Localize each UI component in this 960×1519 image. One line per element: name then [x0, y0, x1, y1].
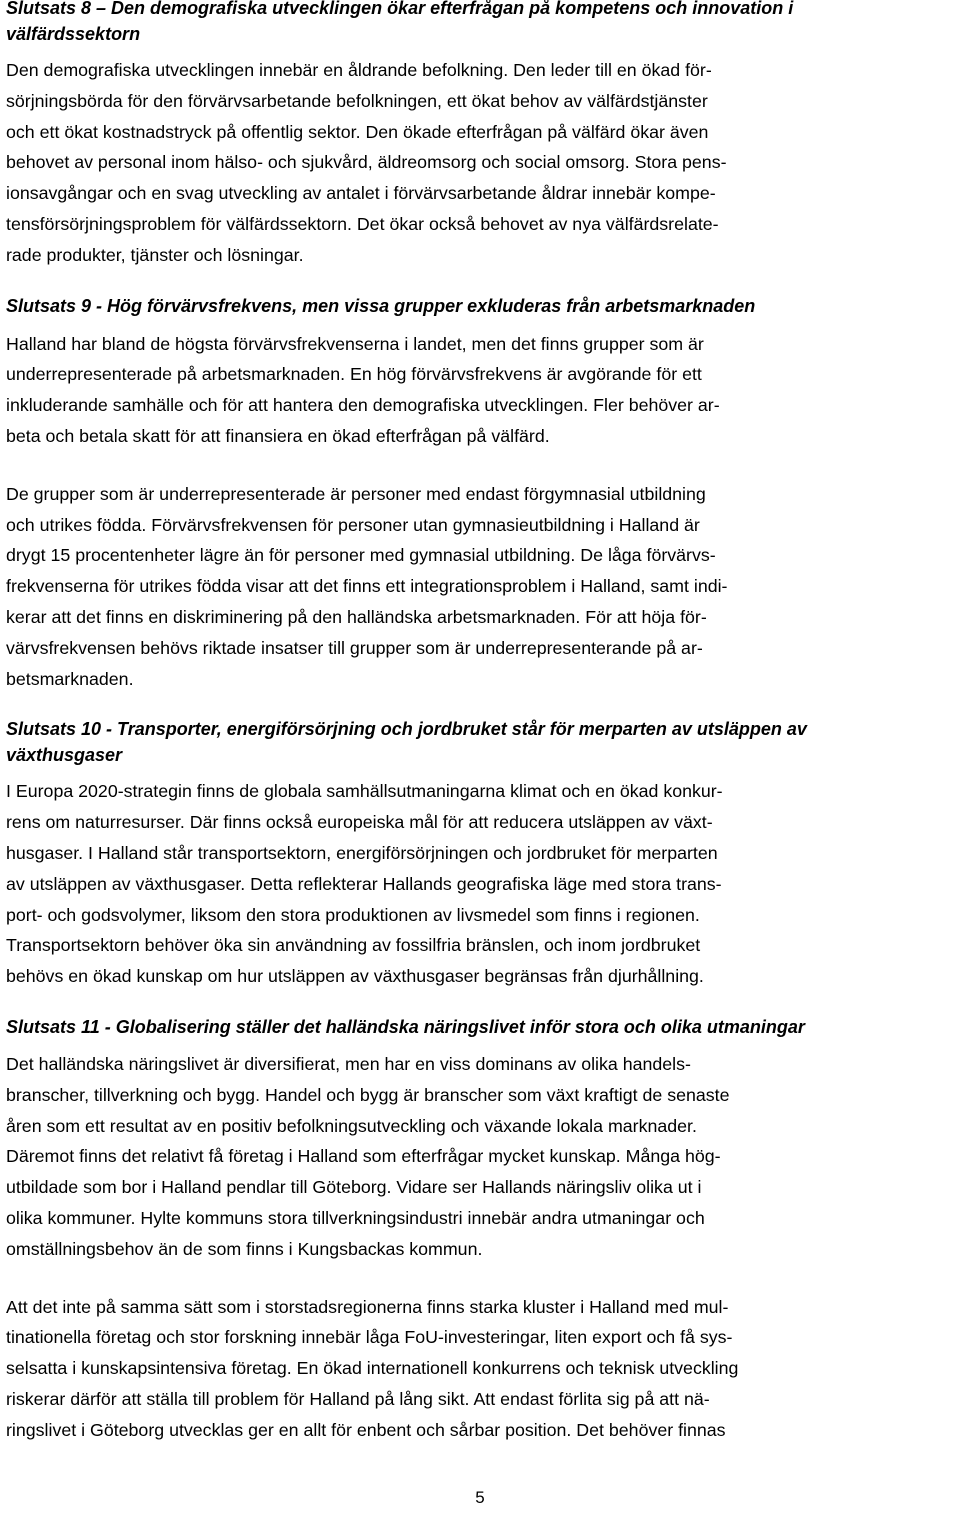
text-line: betsmarknaden. — [6, 668, 134, 689]
heading-line: Slutsats 9 - Hög förvärvsfrekvens, men vissa grupper exkluderas från arbetsmarknaden — [6, 295, 756, 316]
text-line: frekvenserna för utrikes födda visar att det finns ett integrationsproblem i Halland, samt indi- — [6, 576, 728, 597]
heading-line: Slutsats 10 - Transporter, energiförsörjning och jordbruket står för merparten av utsläppen av — [6, 719, 807, 740]
heading-line: välfärdssektorn — [6, 24, 141, 44]
text-line: av utsläppen av växthusgaser. Detta reflekterar Hallands geografiska läge med stora trans- — [6, 873, 722, 894]
paragraph — [6, 329, 954, 452]
text-line: I Europa 2020-strategin finns de globala samhällsutmaningarna klimat och en ökad konkur- — [6, 781, 723, 802]
section-slutsats-8 — [6, 0, 954, 271]
text-line: Transportsektorn behöver öka sin användning av fossilfria bränslen, och inom jordbruket — [6, 935, 701, 956]
text-line: Det halländska näringslivet är diversifierat, men har en viss dominans av olika handels- — [6, 1053, 691, 1074]
text-line: sörjningsbörda för den förvärvsarbetande befolkningen, ett ökat behov av välfärdstjänster — [6, 90, 708, 111]
text-line: olika kommuner. Hylte kommuns stora tillverkningsindustri innebär andra utmaningar och — [6, 1207, 705, 1228]
text-line: utbildade som bor i Halland pendlar till Göteborg. Vidare ser Hallands näringsliv olika ut i — [6, 1177, 702, 1198]
paragraph — [6, 1049, 954, 1265]
text-line: åren som ett resultat av en positiv befolkningsutveckling och växande lokala marknader. — [6, 1115, 697, 1136]
paragraph — [6, 1292, 954, 1446]
text-line: drygt 15 procentenheter lägre än för personer med gymnasial utbildning. De låga förvärvs- — [6, 545, 716, 566]
heading-line: växthusgaser — [6, 745, 123, 766]
text-line: och utrikes födda. Förvärvsfrekvensen för personer utan gymnasieutbildning i Halland är — [6, 514, 700, 535]
text-line: port- och godsvolymer, liksom den stora produktionen av livsmedel som finns i regionen. — [6, 904, 700, 925]
text-line: kerar att det finns en diskriminering på den halländska arbetsmarknaden. För att höja för- — [6, 606, 707, 627]
heading-line: Slutsats 11 - Globalisering ställer det halländska näringslivet inför stora och olika utmaningar — [6, 1016, 805, 1037]
text-line: husgaser. I Halland står transportsektorn, energiförsörjningen och jordbruket för merparten — [6, 842, 718, 863]
text-line: tinationella företag och stor forskning innebär låga FoU-investeringar, liten export och få sys- — [6, 1327, 733, 1348]
text-line: och ett ökat kostnadstryck på offentlig sektor. Den ökade efterfrågan på välfärd ökar även — [6, 121, 709, 142]
text-line: ringslivet i Göteborg utvecklas ger en allt för enbent och sårbar position. Det behöver finnas — [6, 1419, 726, 1440]
text-line: inkluderande samhälle och för att hantera den demografiska utvecklingen. Fler behöver ar- — [6, 395, 720, 416]
text-line: rade produkter, tjänster och lösningar. — [6, 244, 304, 265]
section-heading — [6, 293, 954, 319]
text-line: De grupper som är underrepresenterade är personer med endast förgymnasial utbildning — [6, 483, 706, 504]
paragraph — [6, 776, 954, 992]
text-line: omställningsbehov än de som finns i Kungsbackas kommun. — [6, 1238, 483, 1259]
text-line: rens om naturresurser. Där finns också europeiska mål för att reducera utsläppen av växt- — [6, 812, 713, 833]
section-heading — [6, 716, 954, 768]
text-line: behövs en ökad kunskap om hur utsläppen av växthusgaser begränsas från djurhållning. — [6, 966, 704, 987]
text-line: underrepresenterade på arbetsmarknaden. En hög förvärvsfrekvens är avgörande för ett — [6, 364, 702, 385]
section-slutsats-9 — [6, 293, 954, 695]
section-heading — [6, 0, 954, 47]
text-line: riskerar därför att ställa till problem för Halland på lång sikt. Att endast förlita sig på att nä- — [6, 1388, 710, 1409]
section-slutsats-10 — [6, 716, 954, 992]
text-line: branscher, tillverkning och bygg. Handel och bygg är branscher som växt kraftigt de senaste — [6, 1084, 730, 1105]
section-slutsats-11 — [6, 1014, 954, 1446]
paragraph — [6, 479, 954, 695]
paragraph — [6, 55, 954, 271]
document-page — [6, 0, 954, 1445]
text-line: behovet av personal inom hälso- och sjukvård, äldreomsorg och social omsorg. Stora pens- — [6, 152, 727, 173]
text-line: Däremot finns det relativt få företag i Halland som efterfrågar mycket kunskap. Många hög- — [6, 1146, 721, 1167]
heading-line: Slutsats 8 – Den demografiska utvecklingen ökar efterfrågan på kompetens och innovation i — [6, 0, 794, 18]
text-line: värvsfrekvensen behövs riktade insatser till grupper som är underrepresenterande på ar- — [6, 637, 703, 658]
text-line: Halland har bland de högsta förvärvsfrekvenserna i landet, men det finns grupper som är — [6, 333, 704, 354]
text-line: selsatta i kunskapsintensiva företag. En ökad internationell konkurrens och teknisk utveckling — [6, 1358, 739, 1379]
page-number: 5 — [475, 1488, 485, 1507]
text-line: tensförsörjningsproblem för välfärdssektorn. Det ökar också behovet av nya välfärdsrelate- — [6, 213, 719, 234]
section-heading — [6, 1014, 954, 1040]
text-line: beta och betala skatt för att finansiera en ökad efterfrågan på välfärd. — [6, 425, 550, 446]
text-line: Att det inte på samma sätt som i storstadsregionerna finns starka kluster i Halland med mul- — [6, 1296, 729, 1317]
text-line: ionsavgångar och en svag utveckling av antalet i förvärvsarbetande åldrar innebär kompe- — [6, 183, 716, 204]
text-line: Den demografiska utvecklingen innebär en åldrande befolkning. Den leder till en ökad för- — [6, 60, 712, 80]
